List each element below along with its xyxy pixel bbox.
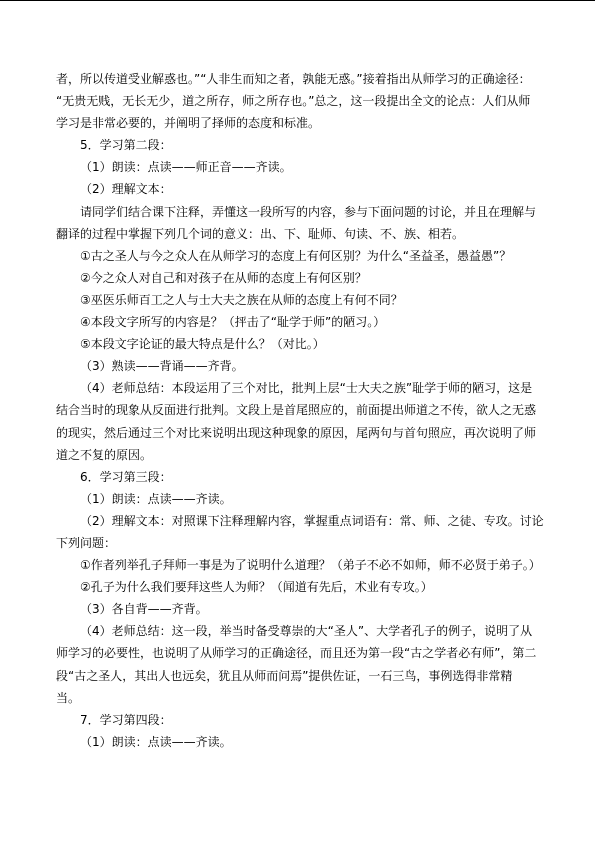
text-line: （4）老师总结：本段运用了三个对比，批判上层“士大夫之族”耻学于师的陋习，这是 — [80, 381, 533, 396]
text-line: 当。 — [56, 690, 81, 705]
section-heading: 6．学习第三段： — [80, 469, 172, 484]
text-line: 者，所以传道受业解惑也。”“人非生而知之者，孰能无惑。”接着指出从师学习的正确途径： — [56, 72, 531, 86]
section-heading: 7．学习第四段： — [80, 712, 172, 727]
text-line: 翻译的过程中掌握下列几个词的意义：出、下、耻师、句读、不、族、相若。 — [56, 226, 465, 241]
text-line: 结合当时的现象从反面进行批判。文段上是首尾照应的，前面提出师道之不传，欲人之无惑 — [56, 403, 537, 418]
text-line: 段“古之圣人，其出人也远矣，犹且从师而问焉”提供佐证，一石三鸟，事例选得非常精 — [56, 668, 513, 683]
text-line: （1）朗读：点读——齐读。 — [80, 734, 232, 749]
text-line: （4）老师总结：这一段，举当时备受尊崇的大“圣人”、大学者孔子的例子，说明了从 — [80, 624, 533, 639]
question-item: ⑤本段文字论证的最大特点是什么？（对比。） — [80, 337, 325, 352]
section-heading: 5．学习第二段： — [80, 138, 172, 153]
question-item: ②今之众人对自己和对孩子在从师的态度上有何区别？ — [80, 270, 367, 285]
text-line: “无贵无贱，无长无少，道之所存，师之所存也。”总之，这一段提出全文的论点：人们从师 — [56, 94, 531, 109]
text-line: （2）理解文本：对照课下注释理解内容，掌握重点词语有：常、师、之徒、专攻。讨论 — [80, 513, 544, 528]
question-item: ④本段文字所写的内容是？（抨击了“耻学于师”的陋习。） — [80, 315, 386, 330]
text-line: 学习是非常必要的，并阐明了择师的态度和标准。 — [56, 116, 321, 131]
text-line: （1）朗读：点读——师正音——齐读。 — [80, 160, 292, 175]
text-line: （2）理解文本： — [80, 182, 172, 197]
text-line: 师学习的必要性，也说明了从师学习的正确途径，而且还为第一段“古之学者必有师”，第二 — [56, 646, 537, 661]
question-item: ①作者列举孔子拜师一事是为了说明什么道理？（弟子不必不如师，师不必贤于弟子。） — [80, 558, 541, 573]
text-line: 道之不复的原因。 — [56, 447, 153, 462]
text-line: 下列问题： — [56, 535, 117, 550]
text-line: 请同学们结合课下注释，弄懂这一段所写的内容，参与下面问题的讨论，并且在理解与 — [80, 204, 537, 219]
document-body — [56, 68, 544, 753]
page-top-border — [0, 0, 595, 1]
text-line: （1）朗读：点读——齐读。 — [80, 491, 232, 506]
text-line: （3）各自背——齐背。 — [80, 602, 208, 617]
question-item: ①古之圣人与今之众人在从师学习的态度上有何区别？为什么“圣益圣，愚益愚”？ — [80, 248, 512, 263]
question-item: ③巫医乐师百工之人与士大夫之族在从师的态度上有何不同？ — [80, 292, 403, 307]
text-line: 的现实，然后通过三个对比来说明出现这种现象的原因，尾两句与首句照应，再次说明了师 — [56, 425, 537, 440]
question-item: ②孔子为什么我们要拜这些人为师？（闻道有先后，术业有专攻。） — [80, 580, 433, 595]
text-line: （3）熟读——背诵——齐背。 — [80, 359, 244, 374]
